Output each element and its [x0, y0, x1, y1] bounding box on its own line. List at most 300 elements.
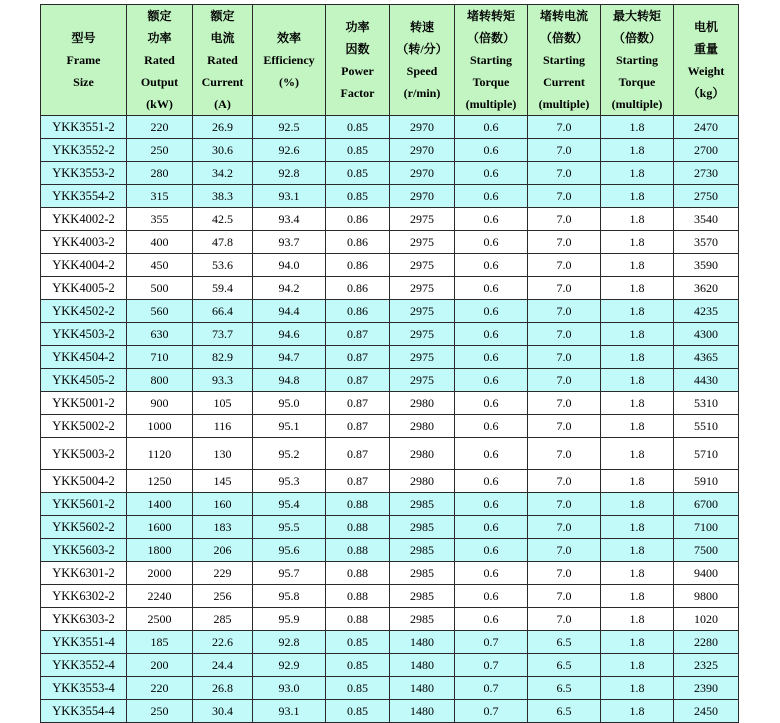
cell-starting-torque: 0.7: [455, 700, 528, 723]
cell-starting-torque: 0.6: [455, 415, 528, 438]
cell-starting-current: 7.0: [528, 208, 601, 231]
cell-frame-size: YKK3554-2: [41, 185, 127, 208]
header-line: Frame: [66, 53, 101, 67]
header-line: (multiple): [465, 97, 517, 111]
cell-efficiency: 94.7: [253, 346, 326, 369]
table-row: [41, 231, 739, 254]
header-line: (kW): [146, 97, 173, 111]
cell-starting-current: 7.0: [528, 562, 601, 585]
cell-starting-torque: 0.7: [455, 631, 528, 654]
cell-weight: 2730: [674, 162, 739, 185]
cell-starting-torque: 0.6: [455, 539, 528, 562]
cell-max-torque: 1.8: [601, 562, 674, 585]
cell-max-torque: 1.8: [601, 323, 674, 346]
header-line: Starting: [616, 53, 658, 67]
cell-speed: 2975: [390, 369, 455, 392]
cell-starting-current: 7.0: [528, 470, 601, 493]
cell-frame-size: YKK5602-2: [41, 516, 127, 539]
header-line: Weight: [687, 64, 725, 78]
cell-max-torque: 1.8: [601, 516, 674, 539]
header-line: Speed: [406, 64, 438, 78]
cell-power-factor: 0.87: [326, 392, 390, 415]
cell-rated-current: 26.9: [193, 116, 253, 139]
table-row: [41, 346, 739, 369]
table-row: [41, 415, 739, 438]
cell-speed: 2970: [390, 185, 455, 208]
cell-rated-current: 93.3: [193, 369, 253, 392]
cell-speed: 2980: [390, 438, 455, 470]
cell-speed: 2970: [390, 116, 455, 139]
header-line: 额定: [147, 9, 172, 23]
cell-power-factor: 0.85: [326, 654, 390, 677]
table-row: [41, 185, 739, 208]
cell-efficiency: 93.0: [253, 677, 326, 700]
cell-speed: 1480: [390, 700, 455, 723]
cell-rated-current: 26.8: [193, 677, 253, 700]
cell-starting-current: 7.0: [528, 608, 601, 631]
header-efficiency: [253, 5, 326, 116]
cell-starting-current: 7.0: [528, 323, 601, 346]
cell-rated-output: 280: [127, 162, 193, 185]
header-line: 型号: [71, 31, 96, 45]
cell-weight: 2450: [674, 700, 739, 723]
cell-rated-output: 1250: [127, 470, 193, 493]
cell-power-factor: 0.85: [326, 185, 390, 208]
cell-frame-size: YKK3551-2: [41, 116, 127, 139]
cell-max-torque: 1.8: [601, 654, 674, 677]
cell-weight: 4430: [674, 369, 739, 392]
cell-power-factor: 0.85: [326, 116, 390, 139]
cell-max-torque: 1.8: [601, 493, 674, 516]
cell-max-torque: 1.8: [601, 392, 674, 415]
cell-starting-current: 7.0: [528, 162, 601, 185]
cell-frame-size: YKK4502-2: [41, 300, 127, 323]
cell-rated-current: 256: [193, 585, 253, 608]
cell-rated-output: 2000: [127, 562, 193, 585]
header-frame-size: [41, 5, 127, 116]
cell-frame-size: YKK4002-2: [41, 208, 127, 231]
cell-weight: 4235: [674, 300, 739, 323]
cell-starting-torque: 0.6: [455, 162, 528, 185]
table-row: [41, 162, 739, 185]
cell-speed: 2975: [390, 277, 455, 300]
cell-weight: 1020: [674, 608, 739, 631]
cell-power-factor: 0.87: [326, 415, 390, 438]
cell-max-torque: 1.8: [601, 254, 674, 277]
cell-weight: 5910: [674, 470, 739, 493]
cell-starting-current: 7.0: [528, 438, 601, 470]
cell-rated-current: 229: [193, 562, 253, 585]
table-row: [41, 369, 739, 392]
cell-max-torque: 1.8: [601, 631, 674, 654]
header-line: 功率: [345, 20, 370, 34]
cell-rated-output: 2500: [127, 608, 193, 631]
header-line: (multiple): [538, 97, 590, 111]
cell-weight: 4365: [674, 346, 739, 369]
cell-frame-size: YKK3552-4: [41, 654, 127, 677]
cell-efficiency: 95.9: [253, 608, 326, 631]
cell-max-torque: 1.8: [601, 700, 674, 723]
cell-starting-torque: 0.6: [455, 323, 528, 346]
cell-speed: 2985: [390, 562, 455, 585]
cell-starting-torque: 0.6: [455, 300, 528, 323]
cell-rated-current: 206: [193, 539, 253, 562]
cell-rated-output: 710: [127, 346, 193, 369]
cell-rated-current: 73.7: [193, 323, 253, 346]
cell-rated-output: 450: [127, 254, 193, 277]
cell-efficiency: 93.1: [253, 700, 326, 723]
cell-rated-output: 315: [127, 185, 193, 208]
cell-power-factor: 0.85: [326, 700, 390, 723]
table-row: [41, 516, 739, 539]
table-row: [41, 254, 739, 277]
header-starting-torque: [455, 5, 528, 116]
table-row: [41, 585, 739, 608]
header-line: (r/min): [403, 86, 441, 100]
header-line: Starting: [543, 53, 585, 67]
table-row: [41, 700, 739, 723]
cell-max-torque: 1.8: [601, 539, 674, 562]
cell-speed: 2975: [390, 254, 455, 277]
cell-starting-current: 6.5: [528, 631, 601, 654]
cell-weight: 2700: [674, 139, 739, 162]
cell-max-torque: 1.8: [601, 677, 674, 700]
cell-power-factor: 0.87: [326, 346, 390, 369]
cell-power-factor: 0.86: [326, 277, 390, 300]
cell-efficiency: 93.4: [253, 208, 326, 231]
cell-speed: 2970: [390, 162, 455, 185]
cell-weight: 7500: [674, 539, 739, 562]
cell-frame-size: YKK5002-2: [41, 415, 127, 438]
cell-efficiency: 92.8: [253, 631, 326, 654]
table-row: [41, 608, 739, 631]
cell-max-torque: 1.8: [601, 608, 674, 631]
cell-rated-current: 105: [193, 392, 253, 415]
cell-efficiency: 94.8: [253, 369, 326, 392]
cell-rated-current: 285: [193, 608, 253, 631]
header-weight: [674, 5, 739, 116]
cell-rated-output: 1400: [127, 493, 193, 516]
cell-speed: 2980: [390, 470, 455, 493]
cell-rated-current: 116: [193, 415, 253, 438]
cell-weight: 2390: [674, 677, 739, 700]
cell-starting-torque: 0.6: [455, 585, 528, 608]
cell-rated-output: 1120: [127, 438, 193, 470]
cell-weight: 2750: [674, 185, 739, 208]
cell-power-factor: 0.85: [326, 162, 390, 185]
cell-rated-output: 800: [127, 369, 193, 392]
cell-speed: 2980: [390, 392, 455, 415]
cell-power-factor: 0.88: [326, 539, 390, 562]
cell-power-factor: 0.87: [326, 438, 390, 470]
cell-rated-current: 66.4: [193, 300, 253, 323]
cell-frame-size: YKK5004-2: [41, 470, 127, 493]
cell-power-factor: 0.88: [326, 562, 390, 585]
cell-rated-current: 130: [193, 438, 253, 470]
cell-weight: 3620: [674, 277, 739, 300]
cell-rated-current: 82.9: [193, 346, 253, 369]
cell-weight: 4300: [674, 323, 739, 346]
cell-power-factor: 0.88: [326, 608, 390, 631]
header-line: 堵转转矩: [466, 9, 515, 23]
cell-starting-torque: 0.6: [455, 438, 528, 470]
cell-weight: 2325: [674, 654, 739, 677]
header-line: Output: [140, 75, 179, 89]
cell-max-torque: 1.8: [601, 162, 674, 185]
cell-max-torque: 1.8: [601, 277, 674, 300]
header-rated-output: [127, 5, 193, 116]
cell-weight: 2280: [674, 631, 739, 654]
header-line: Torque: [472, 75, 510, 89]
cell-starting-torque: 0.6: [455, 254, 528, 277]
cell-rated-output: 220: [127, 116, 193, 139]
cell-speed: 2980: [390, 415, 455, 438]
table-row: [41, 277, 739, 300]
cell-frame-size: YKK3552-2: [41, 139, 127, 162]
cell-efficiency: 93.7: [253, 231, 326, 254]
cell-weight: 9800: [674, 585, 739, 608]
cell-frame-size: YKK4505-2: [41, 369, 127, 392]
cell-starting-torque: 0.6: [455, 116, 528, 139]
cell-starting-torque: 0.6: [455, 470, 528, 493]
cell-rated-output: 400: [127, 231, 193, 254]
cell-weight: 3540: [674, 208, 739, 231]
cell-starting-torque: 0.6: [455, 208, 528, 231]
cell-efficiency: 95.3: [253, 470, 326, 493]
cell-max-torque: 1.8: [601, 300, 674, 323]
header-line: （倍数）: [612, 31, 661, 45]
cell-speed: 2975: [390, 208, 455, 231]
table-header: [41, 5, 739, 116]
cell-starting-current: 7.0: [528, 277, 601, 300]
cell-frame-size: YKK4005-2: [41, 277, 127, 300]
cell-rated-current: 183: [193, 516, 253, 539]
header-line: Starting: [470, 53, 512, 67]
cell-frame-size: YKK3553-2: [41, 162, 127, 185]
cell-speed: 2970: [390, 139, 455, 162]
cell-power-factor: 0.86: [326, 231, 390, 254]
header-line: 功率: [147, 31, 172, 45]
table-row: [41, 300, 739, 323]
table-body: [41, 116, 739, 723]
cell-rated-current: 30.6: [193, 139, 253, 162]
cell-rated-current: 34.2: [193, 162, 253, 185]
header-line: Power: [341, 64, 374, 78]
header-max-torque: [601, 5, 674, 116]
cell-efficiency: 95.8: [253, 585, 326, 608]
header-line: 重量: [693, 42, 718, 56]
cell-frame-size: YKK4504-2: [41, 346, 127, 369]
cell-starting-current: 6.5: [528, 700, 601, 723]
cell-starting-torque: 0.6: [455, 392, 528, 415]
cell-efficiency: 95.4: [253, 493, 326, 516]
header-line: Efficiency: [263, 53, 315, 67]
cell-rated-output: 630: [127, 323, 193, 346]
cell-efficiency: 94.2: [253, 277, 326, 300]
cell-speed: 2975: [390, 323, 455, 346]
cell-max-torque: 1.8: [601, 438, 674, 470]
cell-starting-current: 7.0: [528, 539, 601, 562]
table-row: [41, 208, 739, 231]
cell-frame-size: YKK4003-2: [41, 231, 127, 254]
cell-starting-current: 6.5: [528, 654, 601, 677]
cell-speed: 1480: [390, 654, 455, 677]
cell-speed: 2985: [390, 585, 455, 608]
cell-rated-output: 560: [127, 300, 193, 323]
cell-power-factor: 0.85: [326, 631, 390, 654]
header-rated-current: [193, 5, 253, 116]
cell-speed: 2985: [390, 608, 455, 631]
cell-power-factor: 0.85: [326, 139, 390, 162]
cell-rated-current: 30.4: [193, 700, 253, 723]
cell-efficiency: 95.5: [253, 516, 326, 539]
table-row: [41, 392, 739, 415]
table-row: [41, 116, 739, 139]
cell-weight: 5510: [674, 415, 739, 438]
cell-weight: 3590: [674, 254, 739, 277]
cell-weight: 2470: [674, 116, 739, 139]
cell-rated-output: 1600: [127, 516, 193, 539]
table-row: [41, 323, 739, 346]
cell-power-factor: 0.87: [326, 470, 390, 493]
cell-max-torque: 1.8: [601, 139, 674, 162]
cell-max-torque: 1.8: [601, 231, 674, 254]
cell-efficiency: 92.5: [253, 116, 326, 139]
cell-starting-torque: 0.6: [455, 139, 528, 162]
header-line: 电流: [210, 31, 235, 45]
header-line: （倍数）: [466, 31, 515, 45]
cell-power-factor: 0.86: [326, 254, 390, 277]
cell-speed: 1480: [390, 677, 455, 700]
header-starting-current: [528, 5, 601, 116]
cell-frame-size: YKK5601-2: [41, 493, 127, 516]
cell-max-torque: 1.8: [601, 185, 674, 208]
cell-speed: 1480: [390, 631, 455, 654]
cell-frame-size: YKK5603-2: [41, 539, 127, 562]
header-line: Current: [201, 75, 244, 89]
cell-rated-output: 900: [127, 392, 193, 415]
cell-rated-output: 355: [127, 208, 193, 231]
cell-starting-torque: 0.6: [455, 185, 528, 208]
table-row: [41, 631, 739, 654]
cell-power-factor: 0.85: [326, 677, 390, 700]
cell-starting-torque: 0.6: [455, 516, 528, 539]
cell-weight: 7100: [674, 516, 739, 539]
cell-max-torque: 1.8: [601, 116, 674, 139]
cell-efficiency: 95.6: [253, 539, 326, 562]
header-line: (multiple): [611, 97, 663, 111]
table-row: [41, 139, 739, 162]
header-line: Rated: [207, 53, 238, 67]
cell-starting-torque: 0.6: [455, 346, 528, 369]
cell-rated-output: 220: [127, 677, 193, 700]
cell-efficiency: 93.1: [253, 185, 326, 208]
cell-weight: 5310: [674, 392, 739, 415]
cell-starting-current: 7.0: [528, 369, 601, 392]
cell-starting-torque: 0.6: [455, 369, 528, 392]
cell-max-torque: 1.8: [601, 415, 674, 438]
cell-power-factor: 0.87: [326, 369, 390, 392]
cell-power-factor: 0.86: [326, 208, 390, 231]
cell-starting-current: 7.0: [528, 116, 601, 139]
header-line: 电机: [693, 20, 718, 34]
cell-starting-current: 7.0: [528, 185, 601, 208]
cell-starting-current: 7.0: [528, 300, 601, 323]
cell-starting-current: 7.0: [528, 346, 601, 369]
cell-rated-output: 250: [127, 700, 193, 723]
header-line: 因数: [345, 42, 370, 56]
table-row: [41, 493, 739, 516]
cell-starting-current: 7.0: [528, 139, 601, 162]
cell-efficiency: 95.7: [253, 562, 326, 585]
cell-starting-torque: 0.6: [455, 608, 528, 631]
cell-rated-output: 250: [127, 139, 193, 162]
cell-efficiency: 92.9: [253, 654, 326, 677]
cell-starting-torque: 0.7: [455, 654, 528, 677]
cell-rated-output: 200: [127, 654, 193, 677]
cell-max-torque: 1.8: [601, 585, 674, 608]
cell-starting-current: 7.0: [528, 415, 601, 438]
cell-weight: 3570: [674, 231, 739, 254]
cell-weight: 9400: [674, 562, 739, 585]
cell-frame-size: YKK6303-2: [41, 608, 127, 631]
cell-frame-size: YKK3554-4: [41, 700, 127, 723]
header-line: 堵转电流: [539, 9, 588, 23]
cell-power-factor: 0.88: [326, 516, 390, 539]
header-row: [41, 5, 739, 116]
cell-starting-current: 7.0: [528, 254, 601, 277]
cell-rated-current: 42.5: [193, 208, 253, 231]
cell-frame-size: YKK5003-2: [41, 438, 127, 470]
cell-rated-current: 160: [193, 493, 253, 516]
cell-starting-torque: 0.6: [455, 562, 528, 585]
cell-speed: 2975: [390, 346, 455, 369]
cell-efficiency: 95.2: [253, 438, 326, 470]
cell-starting-current: 7.0: [528, 231, 601, 254]
header-speed: [390, 5, 455, 116]
cell-power-factor: 0.86: [326, 300, 390, 323]
cell-rated-output: 500: [127, 277, 193, 300]
cell-weight: 5710: [674, 438, 739, 470]
header-line: Torque: [618, 75, 656, 89]
header-line: Size: [73, 75, 94, 89]
cell-frame-size: YKK6301-2: [41, 562, 127, 585]
header-line: 额定: [210, 9, 235, 23]
cell-efficiency: 94.6: [253, 323, 326, 346]
cell-efficiency: 95.1: [253, 415, 326, 438]
cell-frame-size: YKK4503-2: [41, 323, 127, 346]
cell-weight: 6700: [674, 493, 739, 516]
cell-power-factor: 0.87: [326, 323, 390, 346]
cell-speed: 2985: [390, 539, 455, 562]
cell-rated-current: 22.6: [193, 631, 253, 654]
cell-starting-current: 6.5: [528, 677, 601, 700]
header-line: 效率: [276, 31, 301, 45]
cell-rated-output: 185: [127, 631, 193, 654]
cell-efficiency: 92.8: [253, 162, 326, 185]
header-line: (%): [279, 75, 299, 89]
cell-starting-torque: 0.6: [455, 231, 528, 254]
cell-power-factor: 0.88: [326, 585, 390, 608]
cell-rated-current: 145: [193, 470, 253, 493]
cell-speed: 2985: [390, 493, 455, 516]
header-line: Factor: [340, 86, 375, 100]
cell-starting-current: 7.0: [528, 516, 601, 539]
cell-efficiency: 94.0: [253, 254, 326, 277]
cell-starting-current: 7.0: [528, 392, 601, 415]
table-row: [41, 654, 739, 677]
cell-frame-size: YKK5001-2: [41, 392, 127, 415]
